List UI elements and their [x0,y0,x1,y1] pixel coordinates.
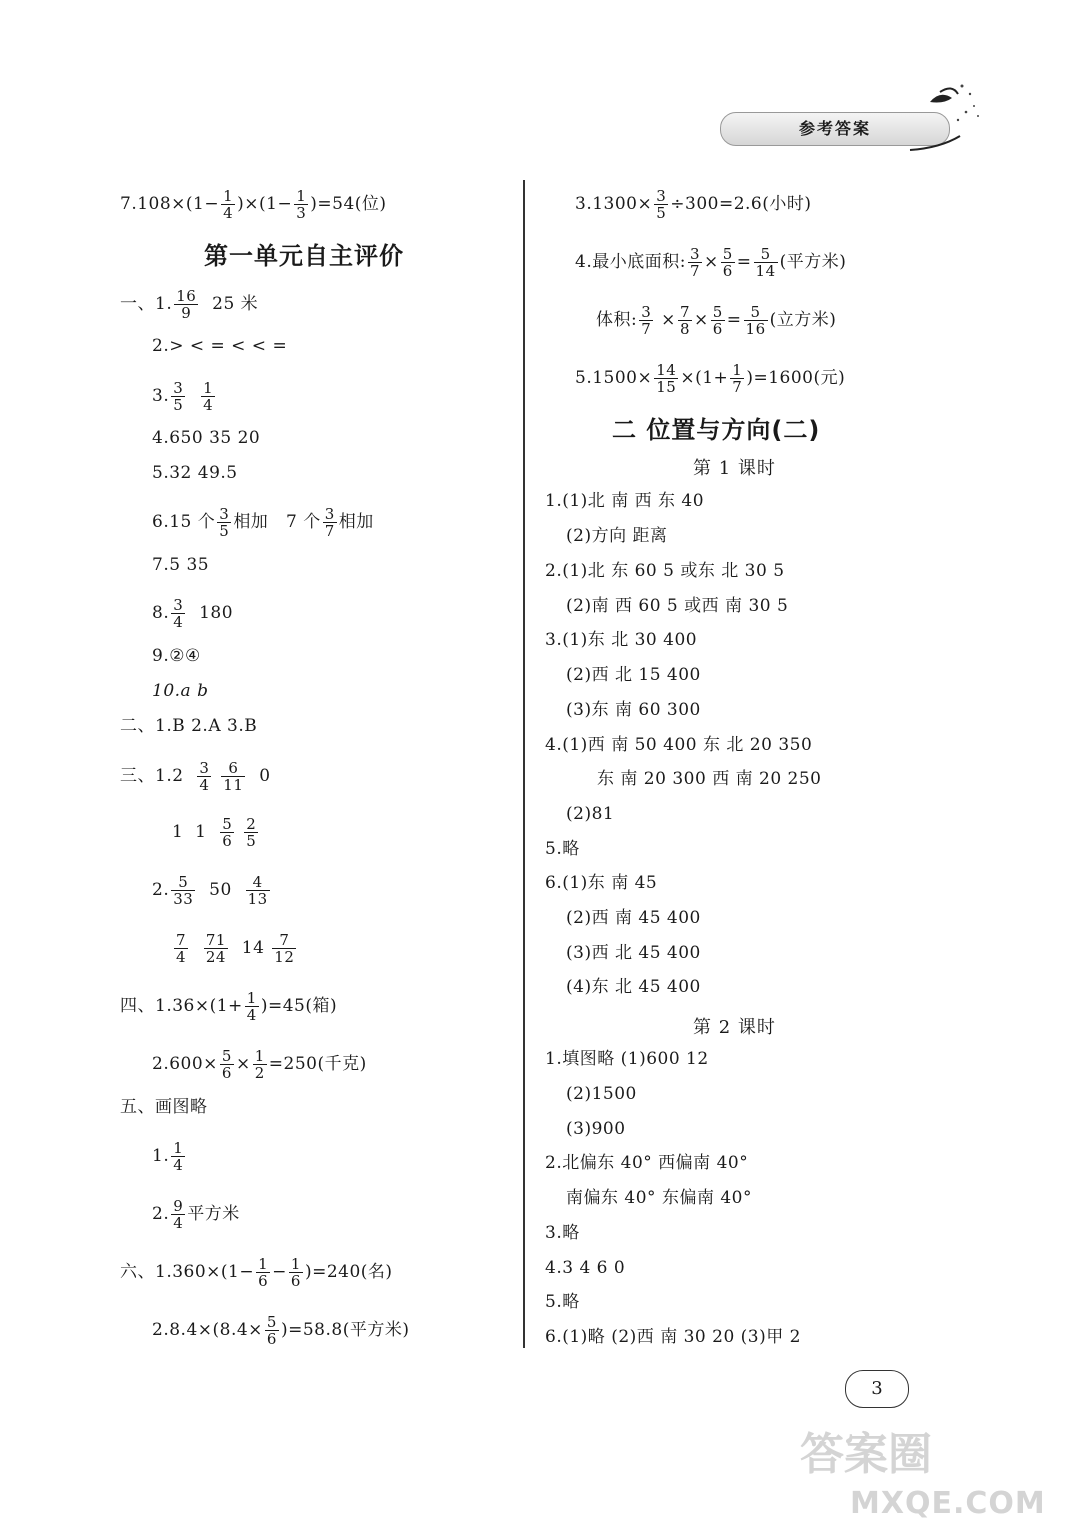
numerator: 1 [223,187,234,205]
numerator: 5 [722,245,733,263]
text-run: )=240(名) [304,1262,393,1282]
answer-line: 五、画图略 [120,1097,208,1117]
fraction [678,304,692,337]
answer-line: 4.650 35 20 [152,428,261,448]
denominator: 4 [203,396,214,414]
text-run: (平方米) [779,252,847,272]
answer-line: (2)西 南 45 400 [566,908,701,928]
fraction [171,597,185,630]
answer-line: 1.填图略 (1)600 12 [545,1049,709,1069]
answer-line: (3)900 [566,1119,626,1139]
text-run [187,386,199,406]
fraction [244,816,258,849]
numerator: 3 [219,505,230,523]
fraction [721,246,735,279]
text-run: 四、1.36×(1+ [120,996,243,1016]
numerator: 2 [246,815,257,833]
fraction [754,246,778,279]
answer-line: 南偏东 40° 东偏南 40° [566,1188,752,1208]
text-run: 2. [152,1204,170,1224]
answer-line [152,1198,240,1231]
answer-line [152,506,374,539]
lesson-heading: 第 2 课时 [693,1017,776,1038]
fraction [654,188,668,221]
answer-line: 2.(1)北 东 60 5 或东 北 30 5 [545,561,785,581]
numerator: 3 [173,596,184,614]
denominator: 6 [712,320,723,338]
text-run: ×(1+ [680,368,729,388]
denominator: 6 [266,1330,277,1348]
answer-line: 1.(1)北 南 西 东 40 [545,491,705,511]
fraction [174,288,198,321]
text-run: 14 [229,938,271,958]
answer-line [575,246,846,279]
answer-line [120,188,387,221]
text-run: 5.1500× [575,368,653,388]
text-run: 4.最小底面积: [575,252,686,272]
page-number: 3 [845,1370,909,1408]
answer-line: (2)西 北 15 400 [566,665,701,685]
text-run: × [704,252,719,272]
denominator: 4 [173,1214,184,1232]
answer-line: 2.> < = < < = [152,336,288,356]
numerator: 1 [732,361,743,379]
answer-line: 二、1.B 2.A 3.B [120,716,258,736]
fraction [730,362,744,395]
numerator: 5 [744,304,768,321]
fraction [221,188,235,221]
answer-line: 3.略 [545,1223,580,1243]
text-run: − [272,1262,287,1282]
fraction [654,362,678,395]
fraction [220,816,234,849]
denominator: 14 [755,262,776,280]
answer-line: 5.32 49.5 [152,463,238,483]
text-run: 6.15 个 [152,512,216,532]
numerator: 1 [290,1255,301,1273]
decoration-ornament-icon [900,72,990,162]
denominator: 6 [290,1272,301,1290]
answer-line: 7.5 35 [152,555,210,575]
text-run: 3.1300× [575,194,653,214]
numerator: 3 [173,379,184,397]
text-run: = [736,252,752,272]
text-run: 25 米 [200,294,259,314]
text-run: 体积: [596,310,638,330]
denominator: 4 [176,948,187,966]
answer-line [575,362,845,395]
numerator: 1 [173,1139,184,1157]
answer-line [120,1256,393,1289]
text-run: 180 [187,603,234,623]
numerator: 5 [222,815,233,833]
section-title: 二 位置与方向(二) [612,416,821,444]
denominator: 7 [732,378,743,396]
numerator: 3 [641,303,652,321]
denominator: 3 [296,204,307,222]
unit-title: 第一单元自主评价 [204,242,404,270]
watermark-logo: 答案圈 [800,1429,932,1480]
numerator: 1 [203,379,214,397]
text-run: × [693,310,709,330]
fraction [201,380,215,413]
answer-line: 4.3 4 6 0 [545,1258,626,1278]
numerator: 5 [171,874,195,891]
text-run: 相加 7 个 [233,512,321,532]
text-run: 六、1.360×(1− [120,1262,255,1282]
text-run: )=45(箱) [260,996,338,1016]
text-run: 2.600× [152,1054,218,1074]
denominator: 11 [223,776,244,794]
denominator: 9 [181,304,192,322]
denominator: 7 [641,320,652,338]
fraction [171,1198,185,1231]
fraction [204,932,228,965]
numerator: 14 [656,361,677,379]
answer-line [596,304,836,337]
answer-line: 5.略 [545,839,580,859]
fraction [171,1140,185,1173]
text-run: 相加 [338,512,374,532]
fraction [639,304,653,337]
text-run: 8. [152,603,170,623]
numerator: 3 [656,187,667,205]
denominator: 16 [745,320,766,338]
numerator: 7 [679,303,690,321]
answer-line [152,380,217,413]
text-run: (立方米) [769,310,837,330]
denominator: 24 [205,948,226,966]
denominator: 6 [722,262,733,280]
fraction [171,380,185,413]
denominator: 5 [219,522,230,540]
fraction [221,760,245,793]
denominator: 5 [173,396,184,414]
text-run: × [235,1054,251,1074]
text-run: 0 [247,766,271,786]
denominator: 2 [254,1064,265,1082]
answer-line: (2)南 西 60 5 或西 南 30 5 [566,596,789,616]
answer-line: (4)东 北 45 400 [566,977,701,997]
fraction [171,874,195,907]
answer-line [120,990,337,1023]
text-run: 三、1.2 [120,766,196,786]
numerator: 71 [205,931,226,949]
fraction [174,932,188,965]
fraction [289,1256,303,1289]
fraction [197,760,211,793]
answer-line: 10.a b [152,681,209,701]
answer-line [152,874,272,907]
watermark-url: MXQE.COM [850,1486,1046,1521]
answer-line [172,932,298,965]
text-run: )=58.8(平方米) [280,1320,410,1340]
denominator: 8 [679,320,690,338]
denominator: 7 [324,522,335,540]
answer-line: 6.(1)东 南 45 [545,873,658,893]
answer-line: (2)方向 距离 [566,526,668,546]
denominator: 4 [173,1156,184,1174]
fraction [220,1048,234,1081]
numerator: 7 [272,932,296,949]
text-run: 平方米 [187,1204,240,1224]
text-run: =250(千克) [268,1054,367,1074]
text-run: 2. [152,880,170,900]
fraction [245,990,259,1023]
text-run: 2.8.4×(8.4× [152,1320,263,1340]
answer-line [152,1314,409,1347]
fraction [256,1256,270,1289]
fraction [294,188,308,221]
fraction [272,932,296,965]
numerator: 4 [246,874,270,891]
answer-line [152,1048,367,1081]
fraction [253,1048,267,1081]
answer-line: (3)东 南 60 300 [566,700,701,720]
fraction [323,506,337,539]
answer-line [120,760,271,793]
answer-line [120,288,258,321]
denominator: 4 [246,1006,257,1024]
answer-line: (3)西 北 45 400 [566,943,701,963]
text-run: )=1600(元) [746,368,846,388]
denominator: 6 [222,832,233,850]
numerator: 6 [221,760,245,777]
denominator: 4 [199,776,210,794]
text-run: )×(1− [237,194,293,214]
numerator: 9 [173,1197,184,1215]
text-run: 1 1 [172,822,219,842]
answer-line [152,1140,187,1173]
denominator: 6 [221,1064,232,1082]
numerator: 1 [246,989,257,1007]
denominator: 7 [689,262,700,280]
numerator: 5 [754,246,778,263]
numerator: 7 [176,931,187,949]
denominator: 6 [258,1272,269,1290]
answer-line: 9.②④ [152,646,201,666]
text-run [190,938,202,958]
denominator: 33 [173,890,194,908]
text-run: ÷300=2.6(小时) [670,194,812,214]
numerator: 16 [176,287,197,305]
fraction [711,304,725,337]
column-divider [523,180,525,1348]
denominator: 5 [656,204,667,222]
text-run: 50 [197,880,244,900]
text-run: )=54(位) [310,194,387,214]
fraction [688,246,702,279]
fraction [217,506,231,539]
numerator: 5 [712,303,723,321]
denominator: 4 [173,613,184,631]
answer-line: 5.略 [545,1292,580,1312]
denominator: 5 [246,832,257,850]
text-run: 一、1. [120,294,173,314]
numerator: 3 [324,505,335,523]
numerator: 3 [689,245,700,263]
text-run [236,822,242,842]
badge-label: 参考答案 [798,119,871,138]
text-run: 7.108×(1− [120,194,220,214]
answer-line [152,597,233,630]
numerator: 5 [266,1313,277,1331]
lesson-heading: 第 1 课时 [693,458,776,479]
answer-line: 东 南 20 300 西 南 20 250 [597,769,822,789]
answer-line: 6.(1)略 (2)西 南 30 20 (3)甲 2 [545,1327,801,1347]
text-run [213,766,219,786]
fraction [246,874,270,907]
answer-line: (2)1500 [566,1084,637,1104]
answer-line: 4.(1)西 南 50 400 东 北 20 350 [545,735,813,755]
text-run: = [726,310,742,330]
answer-line [575,188,812,221]
answer-line: (2)81 [566,804,615,824]
denominator: 13 [247,890,268,908]
numerator: 3 [199,759,210,777]
denominator: 15 [656,378,677,396]
answer-line [172,816,260,849]
answer-line: 2.北偏东 40° 西偏南 40° [545,1153,749,1173]
numerator: 1 [296,187,307,205]
fraction [265,1314,279,1347]
numerator: 5 [221,1047,232,1065]
text-run: × [655,310,676,330]
text-run: 1. [152,1146,170,1166]
numerator: 1 [258,1255,269,1273]
denominator: 4 [223,204,234,222]
denominator: 12 [274,948,295,966]
numerator: 1 [254,1047,265,1065]
answer-line: 3.(1)东 北 30 400 [545,630,698,650]
text-run: 3. [152,386,170,406]
fraction [744,304,768,337]
